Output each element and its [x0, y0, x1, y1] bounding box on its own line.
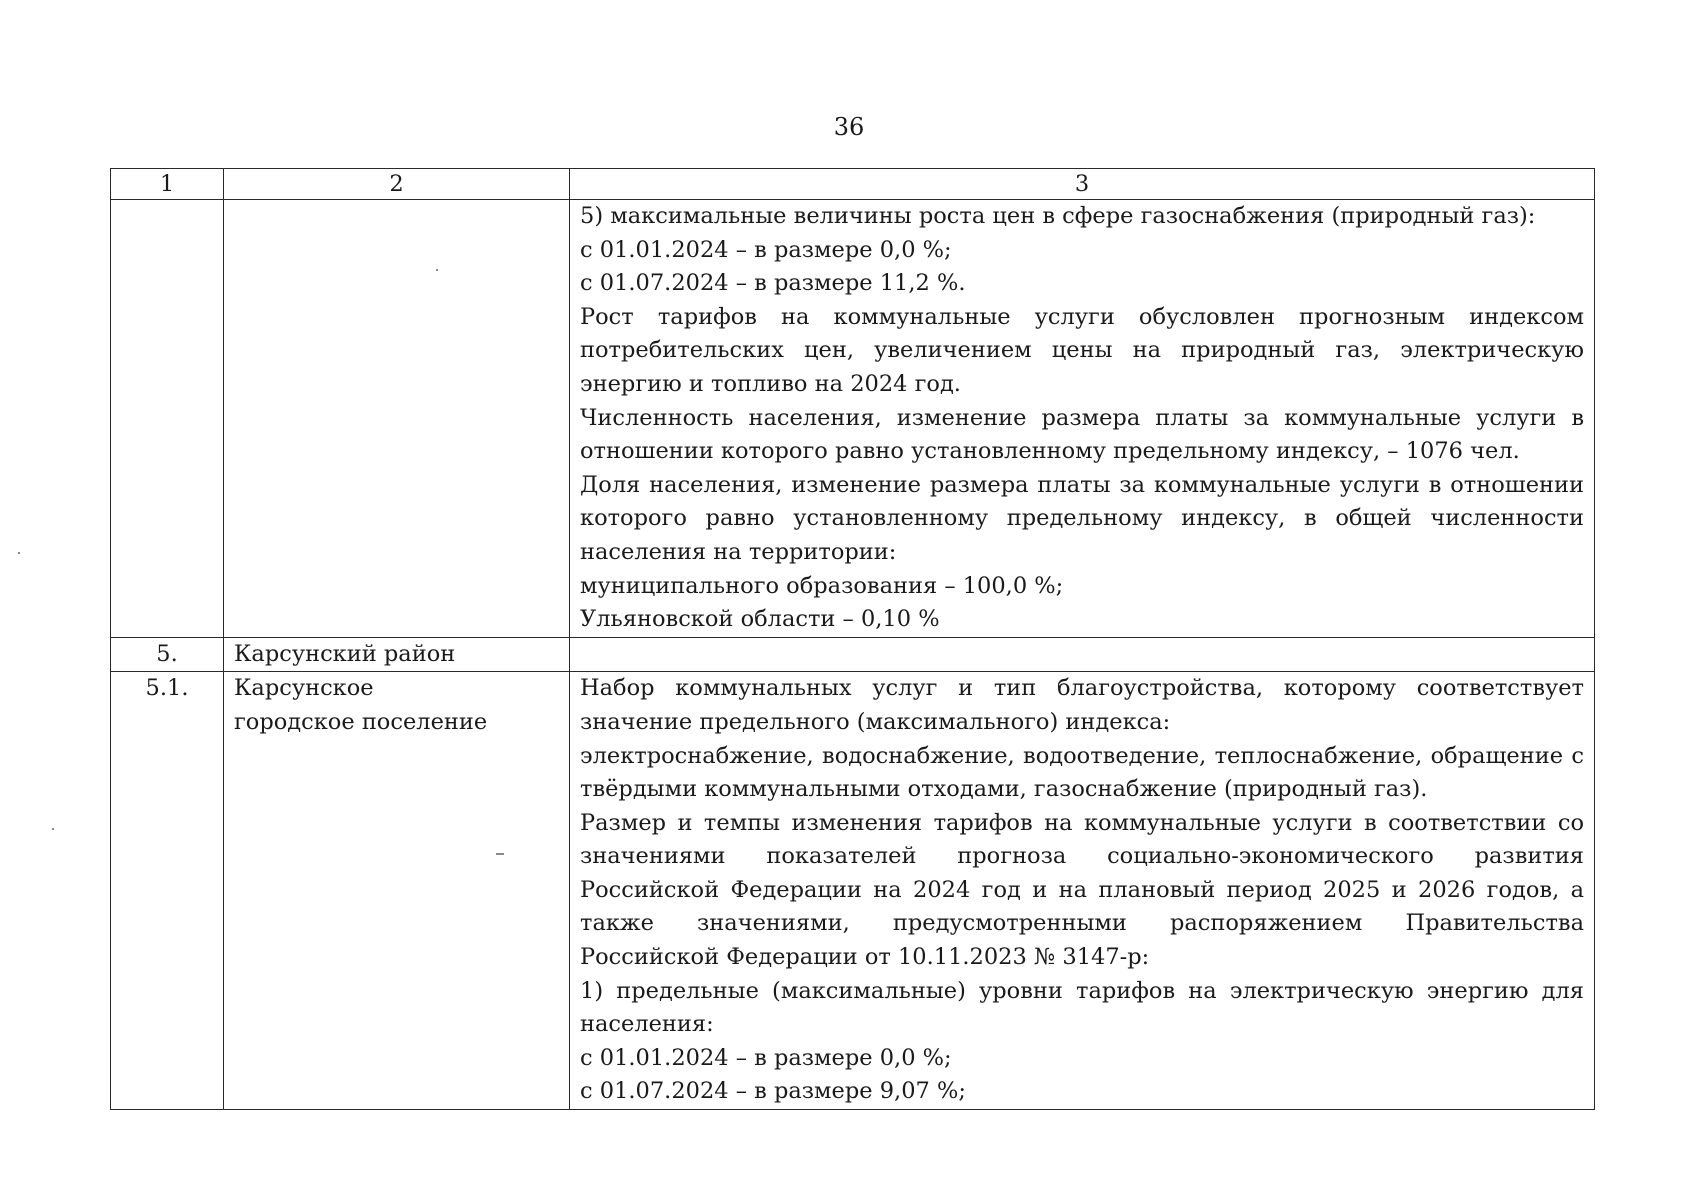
content-paragraph: Рост тарифов на коммунальные услуги обусловлен прогнозным индексом потребительских цен, увеличением цены на природный газ, электрическую энергию и топливо на 2024 год.: [580, 303, 1584, 397]
content-paragraph: с 01.01.2024 – в размере 0,0 %;: [580, 236, 952, 263]
content-paragraph: Доля населения, изменение размера платы за коммунальные услуги в отношении которого равно установленному предельному индексу, в общей численности населения на территории:: [580, 471, 1584, 565]
content-paragraph: Набор коммунальных услуг и тип благоустройства, которому соответствует значение предельного (максимального) индекса:: [580, 675, 1584, 735]
column-header-2: 2: [224, 169, 570, 200]
column-header-1: 1: [111, 169, 224, 200]
scan-speck: [496, 853, 504, 855]
content-paragraph: Ульяновской области – 0,10 %: [580, 606, 940, 633]
tariff-table: [110, 168, 1595, 1110]
row-number-cell: [111, 200, 224, 638]
table-row: [111, 672, 1595, 1110]
content-paragraph: Численность населения, изменение размера платы за коммунальные услуги в отношении которого равно установленному предельному индексу, – 1076 чел.: [580, 404, 1584, 465]
row-number-cell: 5.: [111, 637, 224, 672]
content-paragraph: муниципального образования – 100,0 %;: [580, 572, 1064, 599]
row-number-cell: 5.1.: [111, 672, 224, 1110]
content-paragraph: 1) предельные (максимальные) уровни тарифов на электрическую энергию для населения:: [580, 977, 1584, 1038]
table-row: [111, 200, 1595, 638]
territory-name-cell: [224, 200, 570, 638]
content-paragraph: с 01.07.2024 – в размере 9,07 %;: [580, 1078, 966, 1105]
page-number: 36: [833, 113, 865, 141]
content-paragraph: электроснабжение, водоснабжение, водоотведение, теплоснабжение, обращение с твёрдыми коммунальными отходами, газоснабжение (природный газ).: [580, 742, 1584, 803]
column-header-3: 3: [570, 169, 1595, 200]
content-paragraph: 5) максимальные величины роста цен в сфере газоснабжения (природный газ):: [580, 203, 1536, 229]
content-paragraph: с 01.01.2024 – в размере 0,0 %;: [580, 1044, 952, 1071]
scan-speck: [436, 269, 438, 271]
content-cell: [570, 672, 1595, 1110]
table-row: [111, 637, 1595, 672]
content-paragraph: с 01.07.2024 – в размере 11,2 %.: [580, 270, 966, 297]
scan-speck: [52, 828, 54, 830]
territory-name-cell: [224, 637, 570, 672]
content-paragraph: Размер и темпы изменения тарифов на коммунальные услуги в соответствии со значениями показателей прогноза социально-экономического развития Российской Федерации на 2024 год и на плановый период 2025 и 2026 годов, а также значениями, предусмотренными распоряжением Правительства Российской Федерации от 10.11.2023 № 3147-р:: [580, 809, 1584, 971]
content-cell: [570, 200, 1595, 638]
territory-name-line: Карсунский район: [234, 640, 456, 667]
scan-speck: [18, 552, 20, 554]
content-cell: [570, 637, 1595, 672]
table-header-row: [111, 169, 1595, 200]
territory-name-line: городское поселение: [234, 708, 488, 735]
territory-name-line: Карсунское: [234, 675, 374, 702]
territory-name-cell: [224, 672, 570, 1110]
